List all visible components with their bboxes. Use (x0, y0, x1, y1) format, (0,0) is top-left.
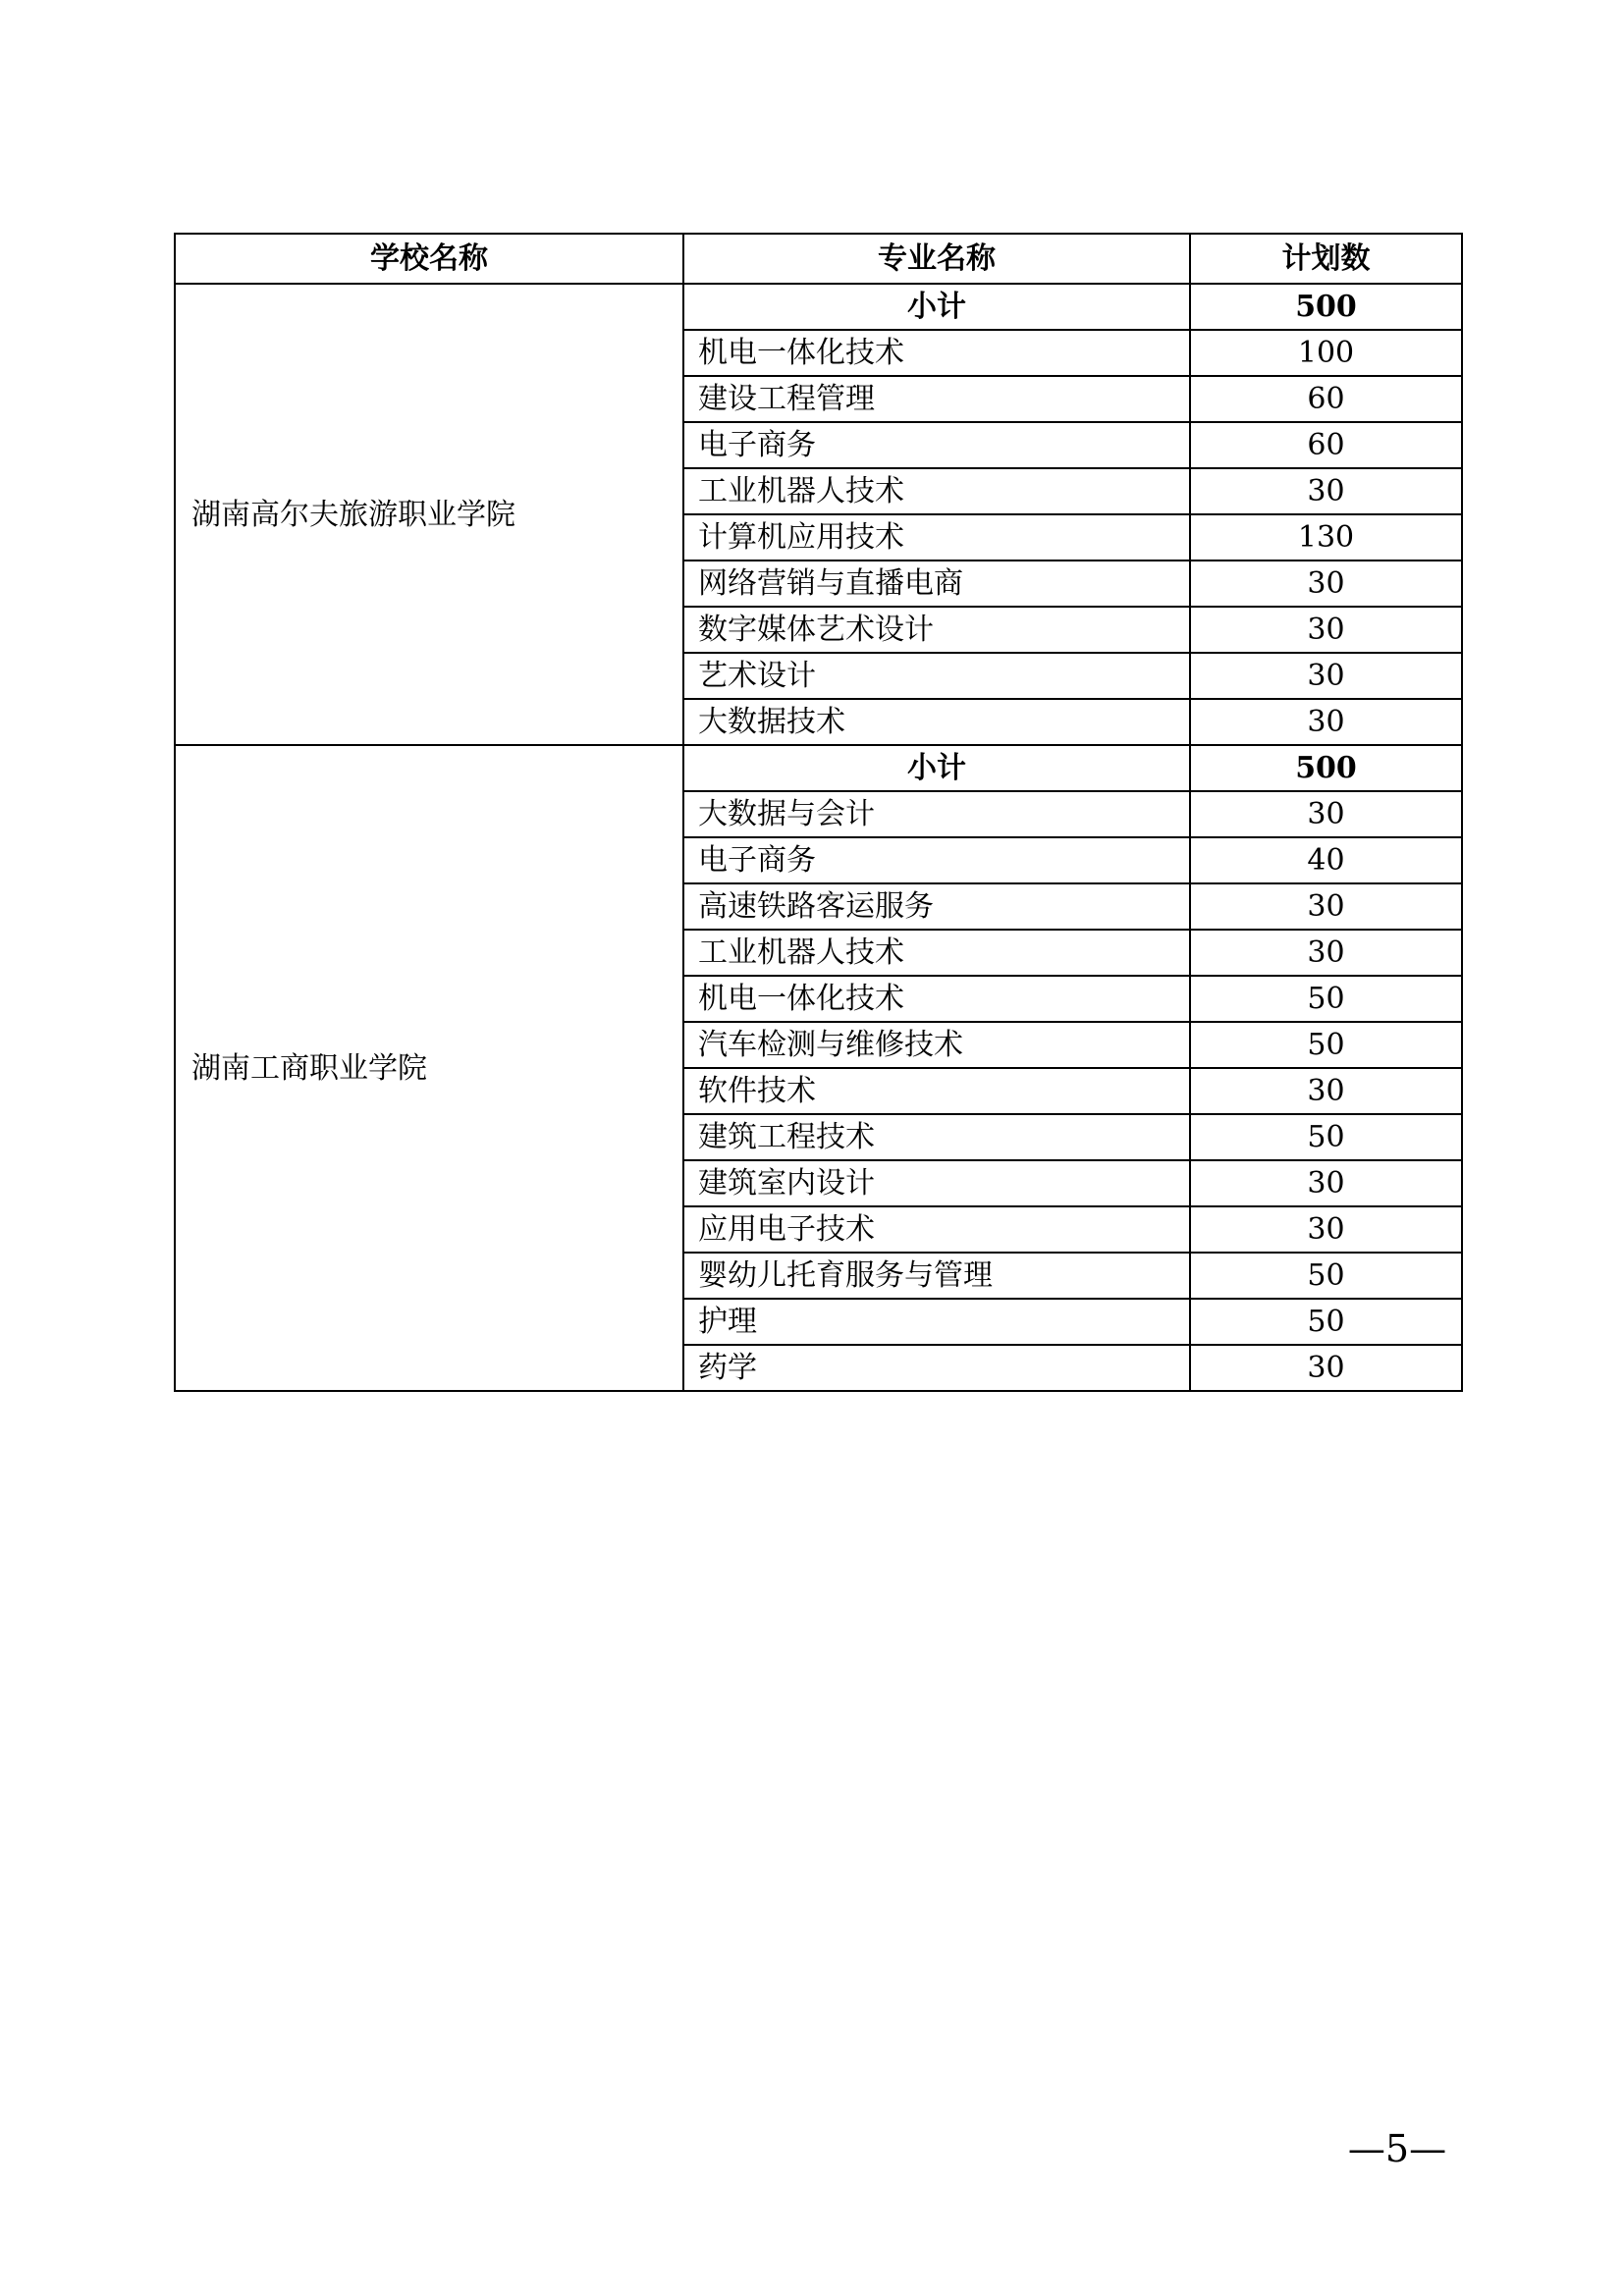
plan-count-cell: 30 (1190, 607, 1462, 653)
subtotal-value: 500 (1190, 284, 1462, 330)
school-name-cell: 湖南高尔夫旅游职业学院 (175, 284, 683, 745)
major-name-cell: 电子商务 (683, 422, 1190, 468)
plan-count-cell: 30 (1190, 699, 1462, 745)
plan-count-cell: 130 (1190, 514, 1462, 561)
plan-count-cell: 50 (1190, 1114, 1462, 1160)
plan-count-cell: 60 (1190, 422, 1462, 468)
header-plan-count: 计划数 (1190, 234, 1462, 284)
major-name-cell: 网络营销与直播电商 (683, 561, 1190, 607)
plan-count-cell: 30 (1190, 791, 1462, 837)
enrollment-plan-table (174, 233, 1463, 1392)
plan-count-cell: 50 (1190, 1299, 1462, 1345)
major-name-cell: 工业机器人技术 (683, 930, 1190, 976)
school-name-cell: 湖南工商职业学院 (175, 745, 683, 1391)
major-name-cell: 建筑工程技术 (683, 1114, 1190, 1160)
plan-count-cell: 30 (1190, 561, 1462, 607)
major-name-cell: 电子商务 (683, 837, 1190, 883)
plan-count-cell: 30 (1190, 930, 1462, 976)
page-number: —5— (1347, 2127, 1447, 2170)
plan-count-cell: 50 (1190, 976, 1462, 1022)
major-name-cell: 数字媒体艺术设计 (683, 607, 1190, 653)
major-name-cell: 大数据与会计 (683, 791, 1190, 837)
plan-count-cell: 30 (1190, 883, 1462, 930)
subtotal-label: 小计 (683, 745, 1190, 791)
header-major-name: 专业名称 (683, 234, 1190, 284)
major-name-cell: 建筑室内设计 (683, 1160, 1190, 1206)
major-name-cell: 机电一体化技术 (683, 976, 1190, 1022)
major-name-cell: 汽车检测与维修技术 (683, 1022, 1190, 1068)
major-name-cell: 工业机器人技术 (683, 468, 1190, 514)
major-name-cell: 护理 (683, 1299, 1190, 1345)
plan-count-cell: 60 (1190, 376, 1462, 422)
plan-count-cell: 30 (1190, 468, 1462, 514)
major-name-cell: 药学 (683, 1345, 1190, 1391)
table-header-row (175, 234, 1462, 284)
major-name-cell: 大数据技术 (683, 699, 1190, 745)
plan-count-cell: 30 (1190, 653, 1462, 699)
plan-count-cell: 30 (1190, 1206, 1462, 1253)
plan-count-cell: 40 (1190, 837, 1462, 883)
subtotal-value: 500 (1190, 745, 1462, 791)
plan-count-cell: 30 (1190, 1160, 1462, 1206)
subtotal-label: 小计 (683, 284, 1190, 330)
plan-count-cell: 50 (1190, 1253, 1462, 1299)
header-school-name: 学校名称 (175, 234, 683, 284)
subtotal-row (175, 284, 1462, 330)
major-name-cell: 机电一体化技术 (683, 330, 1190, 376)
major-name-cell: 婴幼儿托育服务与管理 (683, 1253, 1190, 1299)
plan-count-cell: 100 (1190, 330, 1462, 376)
major-name-cell: 应用电子技术 (683, 1206, 1190, 1253)
major-name-cell: 软件技术 (683, 1068, 1190, 1114)
plan-count-cell: 30 (1190, 1345, 1462, 1391)
subtotal-row (175, 745, 1462, 791)
table-body (175, 284, 1462, 1391)
major-name-cell: 建设工程管理 (683, 376, 1190, 422)
major-name-cell: 计算机应用技术 (683, 514, 1190, 561)
plan-count-cell: 30 (1190, 1068, 1462, 1114)
major-name-cell: 艺术设计 (683, 653, 1190, 699)
major-name-cell: 高速铁路客运服务 (683, 883, 1190, 930)
plan-count-cell: 50 (1190, 1022, 1462, 1068)
